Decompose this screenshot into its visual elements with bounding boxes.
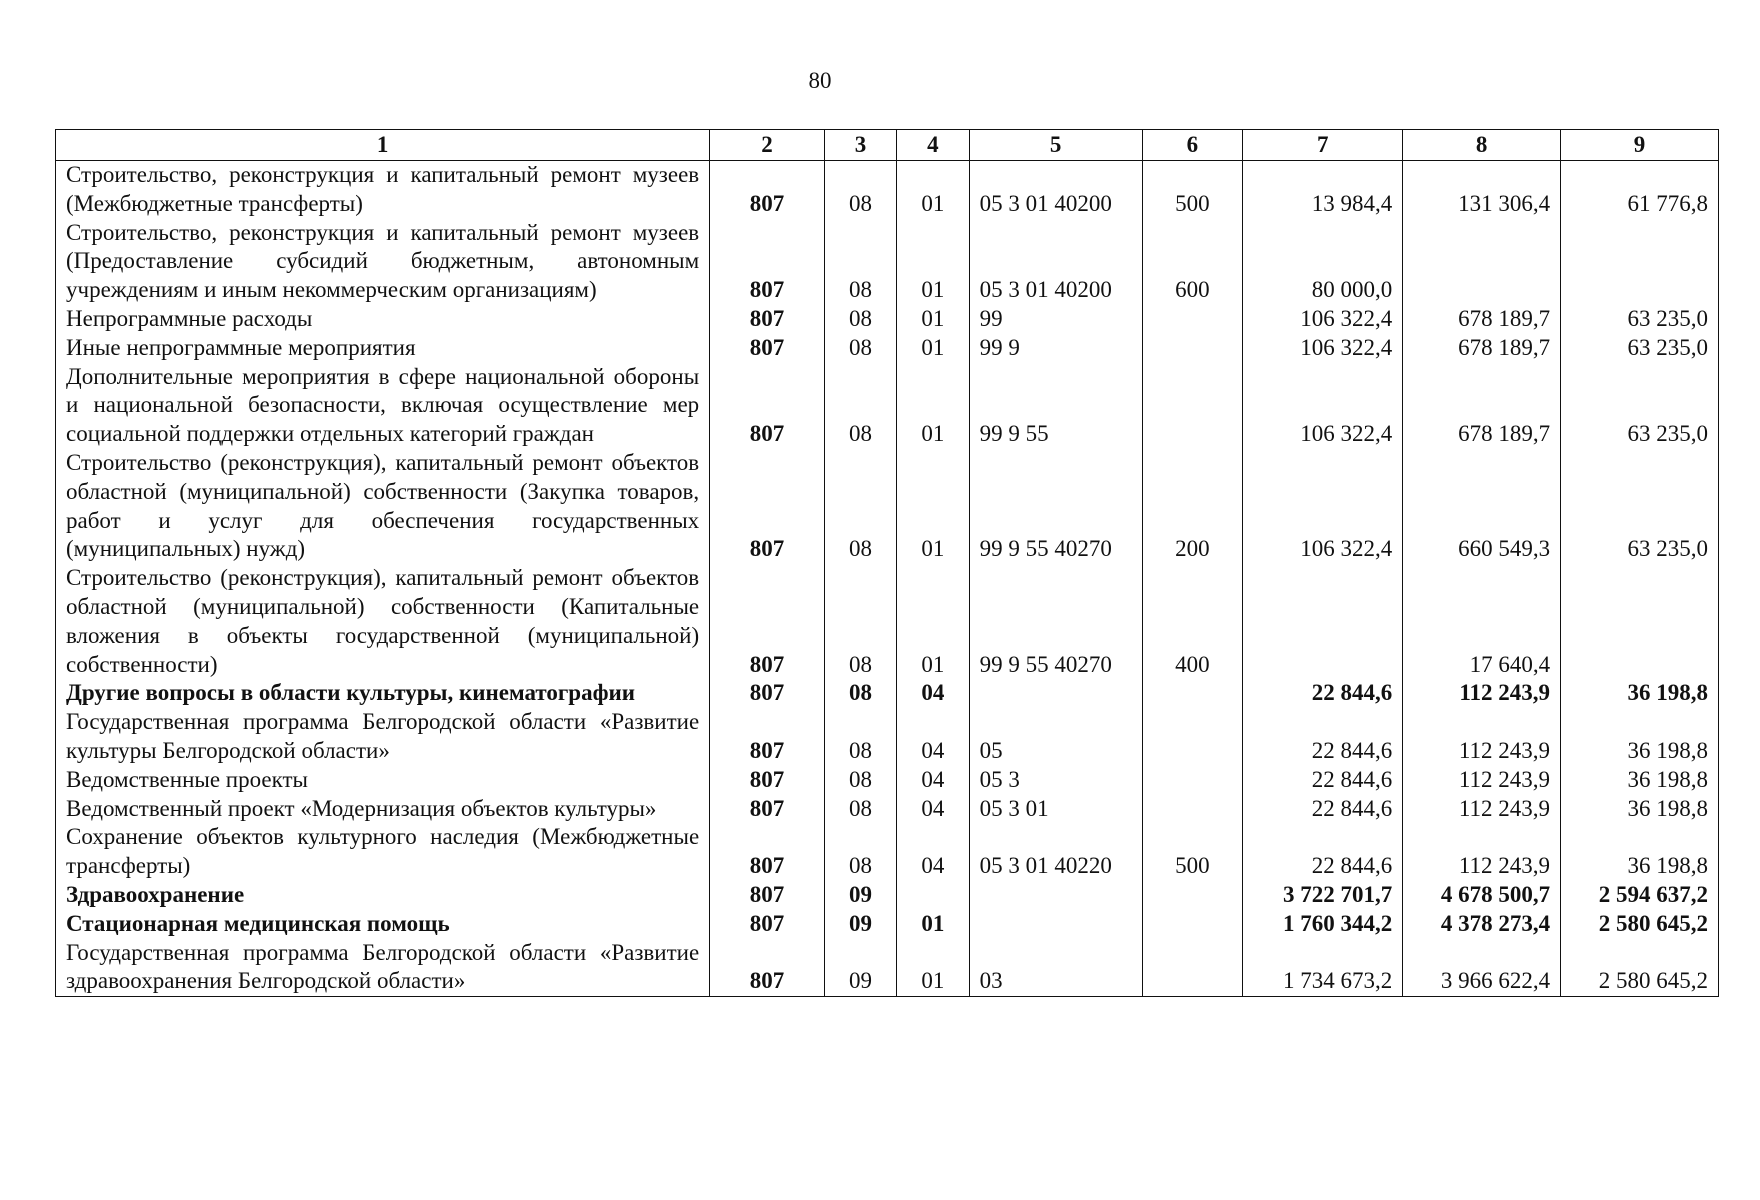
expense-type-cell [1142, 939, 1243, 997]
target-article-cell [969, 910, 1142, 939]
expense-type-cell [1142, 708, 1243, 766]
column-number-row [56, 130, 1719, 161]
section-code-cell: 09 [824, 939, 896, 997]
subsection-code-cell: 01 [897, 219, 969, 305]
column-header: 9 [1561, 130, 1719, 161]
amount-col9-cell: 2 580 645,2 [1561, 939, 1719, 997]
amount-col8-cell: 678 189,7 [1403, 334, 1561, 363]
amount-col7-cell: 1 734 673,2 [1243, 939, 1403, 997]
grbs-code-cell: 807 [710, 564, 825, 679]
subsection-code-cell: 01 [897, 910, 969, 939]
amount-col7-cell: 106 322,4 [1243, 334, 1403, 363]
subsection-code-cell: 04 [897, 795, 969, 824]
expense-name-cell: Стационарная медицинская помощь [56, 910, 710, 939]
target-article-cell [969, 679, 1142, 708]
amount-col9-cell: 63 235,0 [1561, 449, 1719, 564]
expense-type-cell [1142, 334, 1243, 363]
amount-col7-cell: 22 844,6 [1243, 795, 1403, 824]
section-code-cell: 08 [824, 305, 896, 334]
amount-col7-cell: 13 984,4 [1243, 161, 1403, 219]
target-article-cell: 05 [969, 708, 1142, 766]
section-code-cell: 08 [824, 708, 896, 766]
table-row [56, 823, 1719, 881]
expense-name-cell: Строительство, реконструкция и капитальный ремонт музеев (Межбюджетные трансферты) [56, 161, 710, 219]
target-article-cell: 03 [969, 939, 1142, 997]
amount-col9-cell: 36 198,8 [1561, 766, 1719, 795]
amount-col7-cell: 106 322,4 [1243, 449, 1403, 564]
table-row [56, 219, 1719, 305]
column-header: 3 [824, 130, 896, 161]
section-code-cell: 08 [824, 363, 896, 449]
expense-type-cell [1142, 679, 1243, 708]
grbs-code-cell: 807 [710, 708, 825, 766]
target-article-cell: 05 3 01 40220 [969, 823, 1142, 881]
subsection-code-cell: 01 [897, 305, 969, 334]
expense-name-cell: Дополнительные мероприятия в сфере национальной обороны и национальной безопасности, включая осуществление мер социальной поддержки отдельных категорий граждан [56, 363, 710, 449]
target-article-cell [969, 881, 1142, 910]
expense-type-cell: 500 [1142, 161, 1243, 219]
amount-col8-cell: 678 189,7 [1403, 363, 1561, 449]
grbs-code-cell: 807 [710, 363, 825, 449]
expense-type-cell [1142, 881, 1243, 910]
amount-col8-cell: 678 189,7 [1403, 305, 1561, 334]
grbs-code-cell: 807 [710, 219, 825, 305]
column-header: 5 [969, 130, 1142, 161]
amount-col9-cell: 36 198,8 [1561, 708, 1719, 766]
section-code-cell: 08 [824, 449, 896, 564]
amount-col7-cell [1243, 564, 1403, 679]
table-row [56, 939, 1719, 997]
expense-name-cell: Ведомственные проекты [56, 766, 710, 795]
target-article-cell: 05 3 01 40200 [969, 219, 1142, 305]
expense-type-cell [1142, 795, 1243, 824]
section-code-cell: 08 [824, 564, 896, 679]
subsection-code-cell: 01 [897, 939, 969, 997]
column-header: 7 [1243, 130, 1403, 161]
target-article-cell: 05 3 01 40200 [969, 161, 1142, 219]
section-code-cell: 09 [824, 910, 896, 939]
amount-col9-cell [1561, 219, 1719, 305]
expense-type-cell: 600 [1142, 219, 1243, 305]
subsection-code-cell: 01 [897, 363, 969, 449]
amount-col8-cell: 112 243,9 [1403, 823, 1561, 881]
amount-col9-cell: 36 198,8 [1561, 795, 1719, 824]
amount-col8-cell: 17 640,4 [1403, 564, 1561, 679]
expense-type-cell [1142, 363, 1243, 449]
column-header: 2 [710, 130, 825, 161]
expense-name-cell: Здравоохранение [56, 881, 710, 910]
expense-name-cell: Строительство (реконструкция), капитальный ремонт объектов областной (муниципальной) собственности (Закупка товаров, работ и услуг для обеспечения государственных (муниципальных) нужд) [56, 449, 710, 564]
amount-col9-cell: 63 235,0 [1561, 305, 1719, 334]
column-header: 1 [56, 130, 710, 161]
expense-name-cell: Непрограммные расходы [56, 305, 710, 334]
amount-col8-cell [1403, 219, 1561, 305]
expense-type-cell [1142, 305, 1243, 334]
target-article-cell: 99 9 [969, 334, 1142, 363]
grbs-code-cell: 807 [710, 305, 825, 334]
grbs-code-cell: 807 [710, 939, 825, 997]
amount-col9-cell: 36 198,8 [1561, 679, 1719, 708]
expense-name-cell: Сохранение объектов культурного наследия (Межбюджетные трансферты) [56, 823, 710, 881]
table-row [56, 334, 1719, 363]
expense-type-cell: 500 [1142, 823, 1243, 881]
expense-type-cell: 400 [1142, 564, 1243, 679]
expense-name-cell: Строительство (реконструкция), капитальный ремонт объектов областной (муниципальной) собственности (Капитальные вложения в объекты государственной (муниципальной) собственности) [56, 564, 710, 679]
amount-col9-cell: 2 580 645,2 [1561, 910, 1719, 939]
amount-col8-cell: 112 243,9 [1403, 679, 1561, 708]
expense-name-cell: Ведомственный проект «Модернизация объектов культуры» [56, 795, 710, 824]
subsection-code-cell: 04 [897, 708, 969, 766]
amount-col7-cell: 106 322,4 [1243, 363, 1403, 449]
expense-type-cell [1142, 766, 1243, 795]
grbs-code-cell: 807 [710, 823, 825, 881]
expense-name-cell: Государственная программа Белгородской области «Развитие культуры Белгородской области» [56, 708, 710, 766]
amount-col8-cell: 112 243,9 [1403, 795, 1561, 824]
amount-col7-cell: 1 760 344,2 [1243, 910, 1403, 939]
subsection-code-cell: 01 [897, 334, 969, 363]
amount-col8-cell: 660 549,3 [1403, 449, 1561, 564]
column-header: 6 [1142, 130, 1243, 161]
column-header: 8 [1403, 130, 1561, 161]
grbs-code-cell: 807 [710, 795, 825, 824]
amount-col7-cell: 3 722 701,7 [1243, 881, 1403, 910]
table-row [56, 766, 1719, 795]
amount-col7-cell: 22 844,6 [1243, 679, 1403, 708]
amount-col8-cell: 112 243,9 [1403, 766, 1561, 795]
expense-name-cell: Другие вопросы в области культуры, кинематографии [56, 679, 710, 708]
amount-col9-cell: 61 776,8 [1561, 161, 1719, 219]
expense-type-cell [1142, 910, 1243, 939]
expense-name-cell: Государственная программа Белгородской области «Развитие здравоохранения Белгородской области» [56, 939, 710, 997]
target-article-cell: 99 9 55 [969, 363, 1142, 449]
expense-name-cell: Строительство, реконструкция и капитальный ремонт музеев (Предоставление субсидий бюджетным, автономным учреждениям и иным некоммерческим организациям) [56, 219, 710, 305]
page-number: 80 [808, 68, 832, 93]
grbs-code-cell: 807 [710, 334, 825, 363]
amount-col9-cell: 63 235,0 [1561, 334, 1719, 363]
section-code-cell: 08 [824, 334, 896, 363]
target-article-cell: 05 3 [969, 766, 1142, 795]
table-row [56, 881, 1719, 910]
grbs-code-cell: 807 [710, 910, 825, 939]
column-header: 4 [897, 130, 969, 161]
amount-col8-cell: 4 678 500,7 [1403, 881, 1561, 910]
amount-col9-cell: 36 198,8 [1561, 823, 1719, 881]
amount-col7-cell: 80 000,0 [1243, 219, 1403, 305]
section-code-cell: 08 [824, 219, 896, 305]
section-code-cell: 08 [824, 795, 896, 824]
target-article-cell: 99 9 55 40270 [969, 449, 1142, 564]
expense-name-cell: Иные непрограммные мероприятия [56, 334, 710, 363]
target-article-cell: 05 3 01 [969, 795, 1142, 824]
grbs-code-cell: 807 [710, 679, 825, 708]
grbs-code-cell: 807 [710, 449, 825, 564]
table-row [56, 564, 1719, 679]
subsection-code-cell: 04 [897, 679, 969, 708]
subsection-code-cell: 01 [897, 161, 969, 219]
grbs-code-cell: 807 [710, 766, 825, 795]
amount-col9-cell: 2 594 637,2 [1561, 881, 1719, 910]
section-code-cell: 08 [824, 679, 896, 708]
section-code-cell: 09 [824, 881, 896, 910]
amount-col8-cell: 112 243,9 [1403, 708, 1561, 766]
grbs-code-cell: 807 [710, 881, 825, 910]
section-code-cell: 08 [824, 766, 896, 795]
budget-table [55, 129, 1719, 997]
amount-col8-cell: 4 378 273,4 [1403, 910, 1561, 939]
table-row [56, 449, 1719, 564]
table-row [56, 363, 1719, 449]
subsection-code-cell: 04 [897, 823, 969, 881]
amount-col7-cell: 22 844,6 [1243, 823, 1403, 881]
amount-col7-cell: 22 844,6 [1243, 708, 1403, 766]
amount-col9-cell [1561, 564, 1719, 679]
section-code-cell: 08 [824, 823, 896, 881]
amount-col7-cell: 22 844,6 [1243, 766, 1403, 795]
expense-type-cell: 200 [1142, 449, 1243, 564]
grbs-code-cell: 807 [710, 161, 825, 219]
table-row [56, 708, 1719, 766]
amount-col9-cell: 63 235,0 [1561, 363, 1719, 449]
subsection-code-cell: 01 [897, 564, 969, 679]
table-row [56, 910, 1719, 939]
subsection-code-cell: 01 [897, 449, 969, 564]
subsection-code-cell [897, 881, 969, 910]
subsection-code-cell: 04 [897, 766, 969, 795]
table-row [56, 679, 1719, 708]
section-code-cell: 08 [824, 161, 896, 219]
table-row [56, 795, 1719, 824]
amount-col8-cell: 131 306,4 [1403, 161, 1561, 219]
amount-col8-cell: 3 966 622,4 [1403, 939, 1561, 997]
amount-col7-cell: 106 322,4 [1243, 305, 1403, 334]
target-article-cell: 99 9 55 40270 [969, 564, 1142, 679]
table-row [56, 305, 1719, 334]
target-article-cell: 99 [969, 305, 1142, 334]
table-row [56, 161, 1719, 219]
